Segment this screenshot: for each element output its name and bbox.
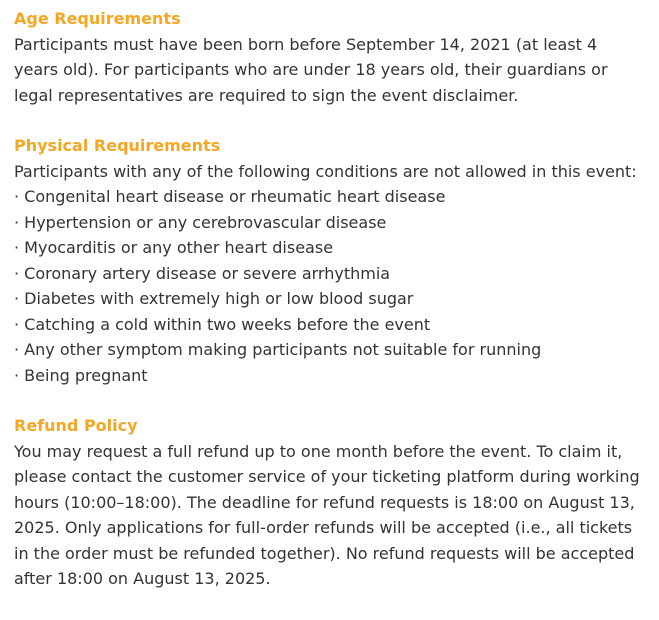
condition-item: · Catching a cold within two weeks before the event [14, 314, 431, 334]
condition-item: · Coronary artery disease or severe arrhythmia [14, 263, 391, 283]
age-requirements-section [14, 6, 645, 108]
condition-list [14, 184, 645, 388]
physical-requirements-section [14, 133, 645, 388]
age-requirements-heading: Age Requirements [14, 9, 181, 28]
refund-policy-text: You may request a full refund up to one month before the event. To claim it, please contact the customer service of your ticketing platform during working hours (10:00–18:00). The deadline for refund requests is 18:00 on August 13, 2025. Only applications for full-order refunds will be accepted (i.e., all tickets in the order must be refunded together). No refund requests will be accepted after 18:00 on August 13, 2025. [14, 441, 640, 588]
condition-item: · Diabetes with extremely high or low blood sugar [14, 289, 414, 308]
age-requirements-text: Participants must have been born before September 14, 2021 (at least 4 years old). For participants who are under 18 years old, their guardians or legal representatives are required to sign the event disclaimer. [14, 34, 608, 105]
condition-item: · Any other symptom making participants not suitable for running [14, 340, 542, 359]
physical-requirements-heading: Physical Requirements [14, 136, 221, 155]
condition-item: · Hypertension or any cerebrovascular disease [14, 212, 387, 232]
condition-item: · Myocarditis or any other heart disease [14, 238, 334, 257]
condition-item: · Being pregnant [14, 365, 148, 385]
refund-policy-heading: Refund Policy [14, 416, 138, 435]
condition-item: · Congenital heart disease or rheumatic heart disease [14, 187, 446, 206]
physical-requirements-intro: Participants with any of the following conditions are not allowed in this event: [14, 161, 637, 181]
refund-policy-section [14, 413, 645, 592]
